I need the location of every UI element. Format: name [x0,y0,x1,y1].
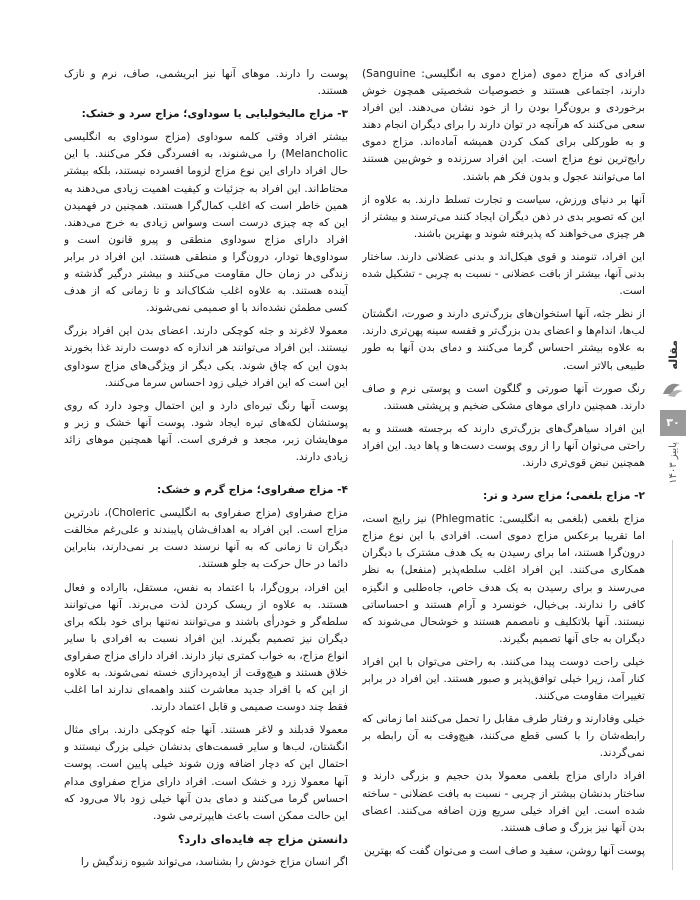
paragraph: این افراد سیاهرگ‌های بزرگ‌تری دارند که برجسته هستند و به راحتی می‌توان آنها را از روی پوست دست‌ها و پاها دید. این افراد همچنین نبض قوی‌تری دارند. [362,422,645,469]
paragraph: پوست آنها رنگ تیره‌ای دارد و این احتمال وجود دارد که روی پوستشان لکه‌های تیره ایجاد شود. پوست آنها خشک و زبر و موهایشان زبر، مجعد و فرفری است. آنها همچنین موهای زائد زیادی دارند. [64,399,348,463]
section-label: مقاله [666,340,680,370]
paragraph: بیشتر افراد وقتی کلمه سوداوی (مزاج سوداوی به انگلیسی Melancholic) را می‌شنوند، به افسردگی فکر می‌کنند. با این حال افراد دارای این نوع مزاج لزوما افسرده نیستند، بلکه بیشتر محتاط‌اند. این افراد به جزئیات و کیفیت اهمیت زیادی می‌دهند به همین خاطر است که اغلب کمال‌گرا هستند. همچنین در فهمیدن این که چه چیزی درست است وسواس زیادی به خرج می‌دهند. افراد دارای مزاج سوداوی منطقی و پیرو قانون است و سوداوی‌ها تودار، درون‌گرا و منطقی هستند. این افراد در برابر زندگی در زمان حال مقاومت می‌کنند و بیشتر درگیر گذشته و آینده هستند. به علاوه اغلب شکاک‌اند و تا زمانی که از هدف کسی مطمئن نشده‌اند با او صمیمی نمی‌شوند. [64,131,348,315]
paragraph: افراد دارای مزاج بلغمی معمولا بدن حجیم و بزرگی دارند و ساختار بدنشان بیشتر از چربی - نسبت به بافت عضلانی - ساخته شده است. این افراد خیلی سریع وزن اضافه می‌کنند. اعضای بدن آنها نیز بزرگ و صاف هستند. [362,770,645,834]
paragraph: معمولا قدبلند و لاغر هستند. آنها جثه کوچکی دارند. برای مثال انگشتان، لب‌ها و سایر قسمت‌های بدنشان خیلی بزرگ نیستند و احتمال این که دچار اضافه وزن شوند خیلی پایین است. پوست آنها معمولا زرد و خشک است. افراد دارای مزاج صفراوی مدام احساس گرما می‌کنند و دمای بدن آنها خیلی زود بالا می‌رود که این حالت ممکن است باعث هایپرترمی شود. [64,724,348,822]
paragraph: پوست آنها روشن، سفید و صاف است و می‌توان گفت که بهترین [363,844,645,857]
spacer [362,478,645,488]
subheading-benefit: دانستن مزاج چه فایده‌ای دارد؟ [177,831,348,846]
magazine-logo-icon [660,376,686,402]
paragraph: رنگ صورت آنها صورتی و گلگون است و پوستی نرم و صاف دارند. همچنین دارای موهای مشکی ضخیم و پرپشتی هستند. [362,382,645,412]
paragraph: افرادی که مزاج دموی (مزاج دموی به انگلیسی: Sanguine) دارند، اجتماعی هستند و خصوصیات شخصیتی همچون خوش برخوردی و برون‌گرا بودن را از خود نشان می‌دهند. این افراد سعی می‌کنند که هرآنچه در توان دارند را برای دیگران انجام دهند و به طورکلی برای کمک کردن همیشه آماده‌اند. مزاج دموی رایج‌ترین نوع مزاج است. این افراد سرزنده و خوش‌بین هستند اما می‌توانند عجول و بدون فکر هم باشند. [362,68,645,183]
paragraph: این افراد، تنومند و قوی هیکل‌اند و بدنی عضلانی دارند. ساختار بدنی آنها، بیشتر از بافت عضلانی - نسبت به چربی - تشکیل شده است. [362,250,645,298]
issue-label: پاییز ۱۴۰۳ [667,441,679,484]
section-heading-phlegmatic: ۲- مزاج بلغمی؛ مزاج سرد و تر: [483,490,645,503]
paragraph: آنها بر دنیای ورزش، سیاست و تجارت تسلط دارند. به علاوه از این که تصویر بدی در ذهن دیگران ایجاد کنند می‌ترسند و بیشتر از هر چیزی می‌خواهند که پذیرفته شوند و بهترین باشند. [362,193,645,240]
paragraph: از نظر جثه، آنها استخوان‌های بزرگ‌تری دارند و صورت، انگشتان لب‌ها، اندام‌ها و اعضای بدن بزرگ‌تر و قفسه سینه پهن‌تری دارند. به علاوه بیشتر احساس گرما می‌کنند و دمای بدن آنها به طور طبیعی بالاتر است. [362,308,645,372]
section-heading-melancholic: ۳- مزاج مالیخولیایی یا سوداوی؛ مزاج سرد و خشک: [81,108,348,121]
paragraph: خیلی راحت دوست پیدا می‌کنند. به راحتی می‌توان با این افراد کنار آمد، زیرا خیلی توافق‌پذیر و صبور هستند. این افراد در برابر تغییرات مقاومت می‌کنند. [362,655,645,703]
paragraph: مزاج صفراوی (مزاج صفراوی به انگلیسی Choleric)، نادرترین مزاج است. این افراد به اهداف‌شان پایبندند و علی‌رغم مخالفت دیگران تا زمانی که به آنها نرسند دست بر نمی‌دارند، بنابراین دائما در حال حرکت به جلو هستند. [64,507,348,571]
paragraph: پوست را دارند. موهای آنها نیز ابریشمی، صاف، نرم و نازک هستند. [64,68,348,98]
page-number: ۳۰ [660,410,686,436]
sidebar-divider [672,540,673,870]
paragraph: اگر انسان مزاج خودش را بشناسد، می‌تواند شیوه زندگیش را [80,855,348,868]
spacer [64,472,348,482]
paragraph: خیلی وفادارند و رفتار طرف مقابل را تحمل می‌کنند اما زمانی که رابطه‌شان را با کسی قطع می‌کنند، هیچ‌وقت به آن رابطه بر نمی‌گردند. [362,713,645,760]
section-heading-choleric: ۴- مزاج صفراوی؛ مزاج گرم و خشک: [156,484,348,497]
page-sidebar [654,340,692,520]
paragraph: این افراد، برون‌گرا، با اعتماد به نفس، مستقل، بااراده و فعال هستند. به علاوه از ریسک کردن لذت می‌برند. آنها می‌توانند سلطه‌گر و خودرأی باشند و می‌توانند نه‌تنها برای خود بلکه برای دیگران نیز تصمیم بگیرند. این افراد نسبت به افرادی با سایر انواع مزاج، به خواب کمتری نیاز دارند. افراد دارای مزاج صفراوی خلاق هستند و هیچ‌وقت از ایده‌پردازی خسته نمی‌شوند. به علاوه از این که با افراد جدید معاشرت کنند واهمه‌ای ندارند اما اغلب فقط چند دوست صمیمی و قابل اعتماد دارند. [64,581,348,714]
paragraph: معمولا لاغرند و جثه کوچکی دارند. اعضای بدن این افراد بزرگ نیستند. این افراد می‌توانند هر اندازه که دوست دارند غذا بخورند بدون این که چاق شوند. یکی دیگر از ویژگی‌های مزاج سوداوی این است که این افراد خیلی زود احساس سرما می‌کنند. [64,325,348,389]
right-column [362,66,645,886]
paragraph: مزاج بلغمی (بلغمی به انگلیسی: Phlegmatic) نیز رایج است، اما تقریبا برعکس مزاج دموی است. افرادی با این نوع مزاج درون‌گرا هستند، اما برای رسیدن به یک هدف مشترک با دیگران همکاری می‌کنند. این افراد اغلب سلطه‌پذیر (منفعل) به نظر می‌رسند و برای رسیدن به یک هدف خاص، جاه‌طلبی و انگیزه کافی را ندارند. بی‌خیال، خونسرد و آرام هستند و احساساتی نیستند. آنها بلاتکلیف و نامصمم هستند و خوشحال می‌شوند که دیگران به جای آنها تصمیم بگیرند. [362,513,645,645]
left-column [64,66,348,886]
